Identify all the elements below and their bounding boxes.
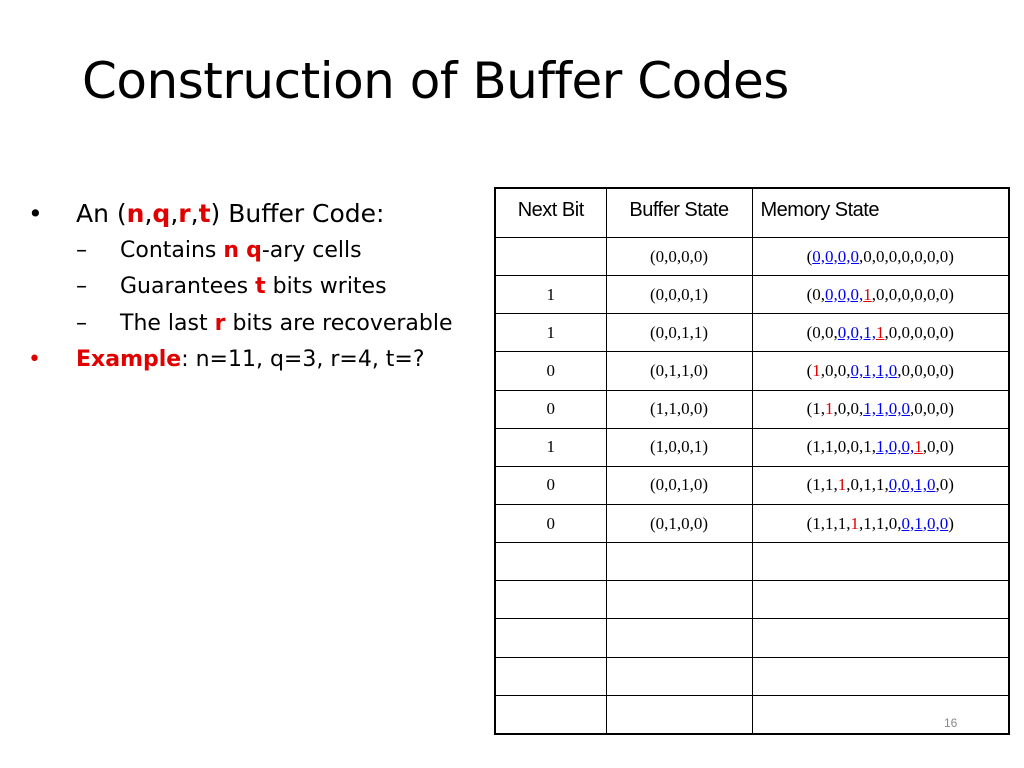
sub-bullet-text bbox=[120, 310, 453, 339]
cell-next-bit bbox=[495, 657, 606, 695]
memory-segment: ,0,0, bbox=[820, 360, 851, 380]
cell-buffer-state: (0,0,0,1) bbox=[606, 276, 752, 314]
text-run: -ary cells bbox=[261, 237, 362, 263]
dash-glyph: – bbox=[76, 310, 87, 336]
param-r: r bbox=[214, 310, 226, 336]
bullet-list bbox=[28, 198, 488, 375]
memory-segment: ,0,1,1, bbox=[846, 475, 889, 495]
text-run: bits are recoverable bbox=[225, 310, 453, 336]
memory-segment: 1,0,0, bbox=[876, 437, 915, 457]
text-run: Contains bbox=[120, 237, 224, 263]
cell-memory-state bbox=[752, 276, 1009, 314]
memory-segment: 0,1,0,0 bbox=[901, 513, 949, 533]
cell-memory-state bbox=[752, 390, 1009, 428]
cell-next-bit: 1 bbox=[495, 276, 606, 314]
table-row bbox=[495, 504, 1009, 542]
text-run: Guarantees bbox=[120, 274, 256, 300]
param-q: q bbox=[246, 237, 262, 263]
cell-memory-state bbox=[752, 466, 1009, 504]
cell-memory-state bbox=[752, 581, 1009, 619]
sub-bullet-recoverable bbox=[76, 310, 488, 339]
memory-segment: ,0,0,0) bbox=[910, 399, 954, 419]
memory-segment: ) bbox=[948, 513, 954, 533]
text-run: ) Buffer Code: bbox=[210, 199, 385, 228]
memory-segment: 0,0,0, bbox=[825, 284, 864, 304]
memory-segment: ,0,0) bbox=[922, 437, 954, 457]
header-next-bit: Next Bit bbox=[495, 188, 606, 238]
cell-buffer-state bbox=[606, 657, 752, 695]
cell-memory-state bbox=[752, 238, 1009, 276]
cell-buffer-state: (0,0,1,1) bbox=[606, 314, 752, 352]
param-n: n bbox=[126, 199, 145, 228]
memory-segment: 1 bbox=[863, 284, 872, 304]
memory-segment: ,0,0,0,0) bbox=[897, 360, 954, 380]
memory-segment: 1,1,0,0 bbox=[863, 399, 910, 419]
dash-glyph: – bbox=[76, 274, 87, 300]
memory-segment: (1, bbox=[806, 399, 825, 419]
cell-buffer-state bbox=[606, 543, 752, 581]
memory-segment: ,0,0,0,0,0,0,0) bbox=[859, 246, 954, 266]
bullet-text bbox=[76, 346, 425, 375]
cell-memory-state bbox=[752, 352, 1009, 390]
cell-next-bit bbox=[495, 543, 606, 581]
memory-segment: 1 bbox=[837, 475, 847, 495]
bullet-text bbox=[76, 198, 384, 231]
table-row bbox=[495, 238, 1009, 276]
param-n: n bbox=[223, 237, 240, 263]
memory-segment: (1,1,1, bbox=[806, 513, 851, 533]
cell-buffer-state: (0,0,1,0) bbox=[606, 466, 752, 504]
cell-next-bit bbox=[495, 238, 606, 276]
table-row bbox=[495, 619, 1009, 657]
param-t: t bbox=[255, 274, 266, 300]
memory-state-table bbox=[494, 187, 1010, 735]
table-row bbox=[495, 543, 1009, 581]
param-t: t bbox=[198, 199, 211, 228]
cell-buffer-state bbox=[606, 695, 752, 734]
cell-buffer-state: (0,1,0,0) bbox=[606, 504, 752, 542]
memory-segment: (0,0, bbox=[806, 322, 838, 342]
table-row bbox=[495, 466, 1009, 504]
table-body bbox=[495, 238, 1009, 735]
table-row bbox=[495, 428, 1009, 466]
cell-memory-state bbox=[752, 314, 1009, 352]
cell-next-bit: 0 bbox=[495, 466, 606, 504]
memory-segment: 0,0,1,0 bbox=[888, 475, 936, 495]
table-row bbox=[495, 314, 1009, 352]
sub-bullet-text bbox=[120, 237, 362, 266]
text-run: bits writes bbox=[265, 274, 387, 300]
memory-segment: ( bbox=[806, 360, 813, 380]
text-run: , bbox=[144, 199, 153, 228]
cell-buffer-state: (1,0,0,1) bbox=[606, 428, 752, 466]
cell-buffer-state: (1,1,0,0) bbox=[606, 390, 752, 428]
memory-segment: 1 bbox=[876, 322, 885, 342]
cell-next-bit bbox=[495, 581, 606, 619]
header-buffer-state: Buffer State bbox=[606, 188, 752, 238]
memory-segment: (1,1, bbox=[806, 475, 838, 495]
cell-memory-state bbox=[752, 428, 1009, 466]
cell-buffer-state bbox=[606, 619, 752, 657]
cell-memory-state bbox=[752, 695, 1009, 734]
sub-bullet-contains bbox=[76, 237, 488, 266]
cell-buffer-state bbox=[606, 581, 752, 619]
memory-segment: ,0,0, bbox=[833, 399, 864, 419]
bullet-buffer-code bbox=[28, 198, 488, 231]
cell-next-bit bbox=[495, 695, 606, 734]
cell-memory-state bbox=[752, 657, 1009, 695]
slide-title: Construction of Buffer Codes bbox=[82, 52, 789, 110]
text-run: The last bbox=[120, 310, 215, 336]
cell-next-bit: 0 bbox=[495, 352, 606, 390]
cell-next-bit: 0 bbox=[495, 504, 606, 542]
bullet-glyph: • bbox=[28, 347, 41, 373]
memory-segment: 1 bbox=[825, 399, 834, 419]
text-run bbox=[239, 238, 246, 263]
sub-bullet-text bbox=[120, 273, 387, 302]
cell-next-bit: 0 bbox=[495, 390, 606, 428]
memory-segment: (0, bbox=[806, 284, 825, 304]
table-row bbox=[495, 276, 1009, 314]
example-label: Example bbox=[76, 347, 182, 373]
table-row bbox=[495, 695, 1009, 734]
text-run: An ( bbox=[76, 199, 127, 228]
table-header-row bbox=[495, 188, 1009, 238]
memory-segment: ( bbox=[806, 246, 813, 266]
memory-segment: (1,1,0,0,1, bbox=[806, 437, 876, 457]
memory-segment: 0,0,1, bbox=[837, 322, 876, 342]
bullet-example bbox=[28, 346, 488, 375]
table-row bbox=[495, 352, 1009, 390]
param-r: r bbox=[178, 199, 191, 228]
example-text: : n=11, q=3, r=4, t=? bbox=[181, 347, 425, 373]
table-row bbox=[495, 390, 1009, 428]
header-memory-state: Memory State bbox=[752, 188, 1009, 238]
dash-glyph: – bbox=[76, 237, 87, 263]
cell-memory-state bbox=[752, 543, 1009, 581]
cell-memory-state bbox=[752, 504, 1009, 542]
cell-memory-state bbox=[752, 619, 1009, 657]
memory-segment: ,1,1,0, bbox=[859, 513, 902, 533]
cell-buffer-state: (0,0,0,0) bbox=[606, 238, 752, 276]
page-number: 16 bbox=[944, 716, 958, 730]
memory-segment: ,0,0,0,0,0) bbox=[884, 322, 954, 342]
text-run: , bbox=[170, 199, 179, 228]
text-run: , bbox=[190, 199, 199, 228]
memory-segment: 1 bbox=[812, 360, 821, 380]
cell-buffer-state: (0,1,1,0) bbox=[606, 352, 752, 390]
memory-segment: ,0,0,0,0,0,0) bbox=[871, 284, 954, 304]
memory-segment: 0,0,0,0 bbox=[812, 246, 859, 266]
cell-next-bit bbox=[495, 619, 606, 657]
memory-segment: 0,1,1,0 bbox=[850, 360, 898, 380]
table-row bbox=[495, 657, 1009, 695]
memory-segment: ,0) bbox=[935, 475, 954, 495]
cell-next-bit: 1 bbox=[495, 428, 606, 466]
sub-bullet-guarantees bbox=[76, 273, 488, 302]
memory-segment: 1 bbox=[850, 513, 859, 533]
table-row bbox=[495, 581, 1009, 619]
bullet-glyph: • bbox=[28, 199, 43, 228]
memory-segment: 1 bbox=[914, 437, 923, 457]
param-q: q bbox=[152, 199, 171, 228]
cell-next-bit: 1 bbox=[495, 314, 606, 352]
